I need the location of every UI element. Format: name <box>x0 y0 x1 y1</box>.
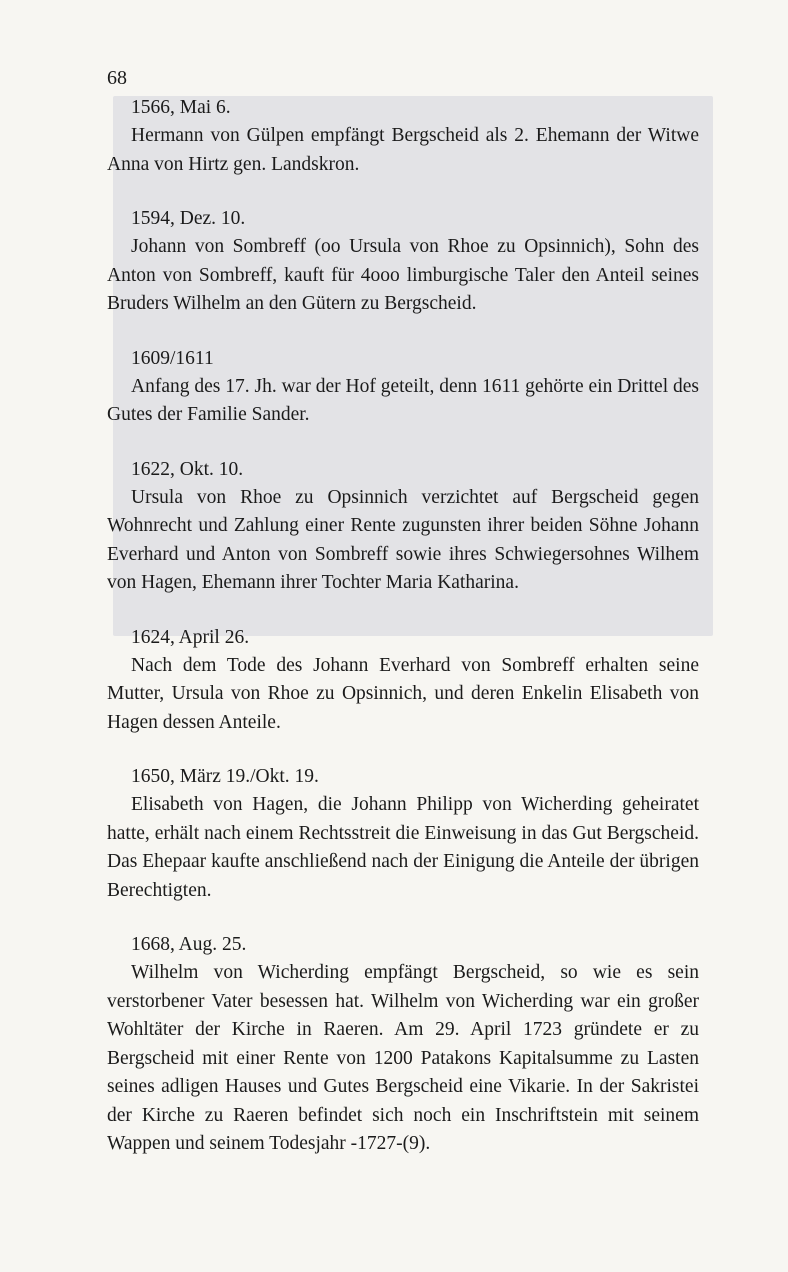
entry-text: Anfang des 17. Jh. war der Hof geteilt, denn 1611 gehörte ein Drittel des Gutes der Familie Sander. <box>107 375 699 425</box>
chronicle-entry <box>107 931 699 1159</box>
chronicle-entry <box>107 94 699 179</box>
chronicle-entry <box>107 456 699 598</box>
chronicle-entry <box>107 345 699 430</box>
entry-text: Wilhelm von Wicherding empfängt Bergscheid, so wie es sein verstorbener Vater besessen hat. Wilhelm von Wicherding war ein großer Wohltäter der Kirche in Raeren. Am 29. April 1723 gründete er zu Bergscheid mit einer Rente von 1200 Patakons Kapitalsumme zu Lasten seines adligen Hauses und Gutes Bergscheid eine Vikarie. In der Sakristei der Kirche zu Raeren befindet sich noch ein Inschriftstein mit seinem Wappen und seinem Todesjahr -1727-(9). <box>107 962 699 1154</box>
entry-text: Johann von Sombreff (oo Ursula von Rhoe zu Opsinnich), Sohn des Anton von Sombreff, kauft für 4ooo limburgische Taler den Anteil seines Bruders Wilhelm an den Gütern zu Bergscheid. <box>107 236 699 314</box>
entry-text: Elisabeth von Hagen, die Johann Philipp von Wicherding geheiratet hatte, erhält nach einem Rechtsstreit die Einweisung in das Gut Bergscheid. Das Ehepaar kaufte anschließend nach der Einigung die Anteile der übrigen Berechtigten. <box>107 794 699 901</box>
entry-text: Hermann von Gülpen empfängt Bergscheid als 2. Ehemann der Witwe Anna von Hirtz gen. Landskron. <box>107 125 699 175</box>
chronicle-entry <box>107 624 699 738</box>
entry-date: 1622, Okt. 10. <box>131 458 244 480</box>
entry-date: 1624, April 26. <box>131 626 250 648</box>
entry-date: 1594, Dez. 10. <box>131 208 246 229</box>
entry-text: Nach dem Tode des Johann Everhard von Sombreff erhalten seine Mutter, Ursula von Rhoe zu Opsinnich, und deren Enkelin Elisabeth von Hagen dessen Anteile. <box>107 654 699 733</box>
entry-date: 1668, Aug. 25. <box>131 934 247 955</box>
page-number: 68 <box>107 67 127 89</box>
entry-date: 1650, März 19./Okt. 19. <box>131 766 319 787</box>
entry-text: Ursula von Rhoe zu Opsinnich verzichtet auf Bergscheid gegen Wohnrecht und Zahlung einer Rente zugunsten ihrer beiden Söhne Johann Everhard und Anton von Sombreff sowie ihres Schwiegersohnes Wilhem von Hagen, Ehemann ihrer Tochter Maria Katharina. <box>107 486 699 593</box>
chronicle-entry <box>107 205 699 319</box>
page-content <box>107 66 699 1185</box>
entry-date: 1566, Mai 6. <box>131 97 231 118</box>
entry-date: 1609/1611 <box>131 347 214 369</box>
chronicle-entry <box>107 763 699 905</box>
